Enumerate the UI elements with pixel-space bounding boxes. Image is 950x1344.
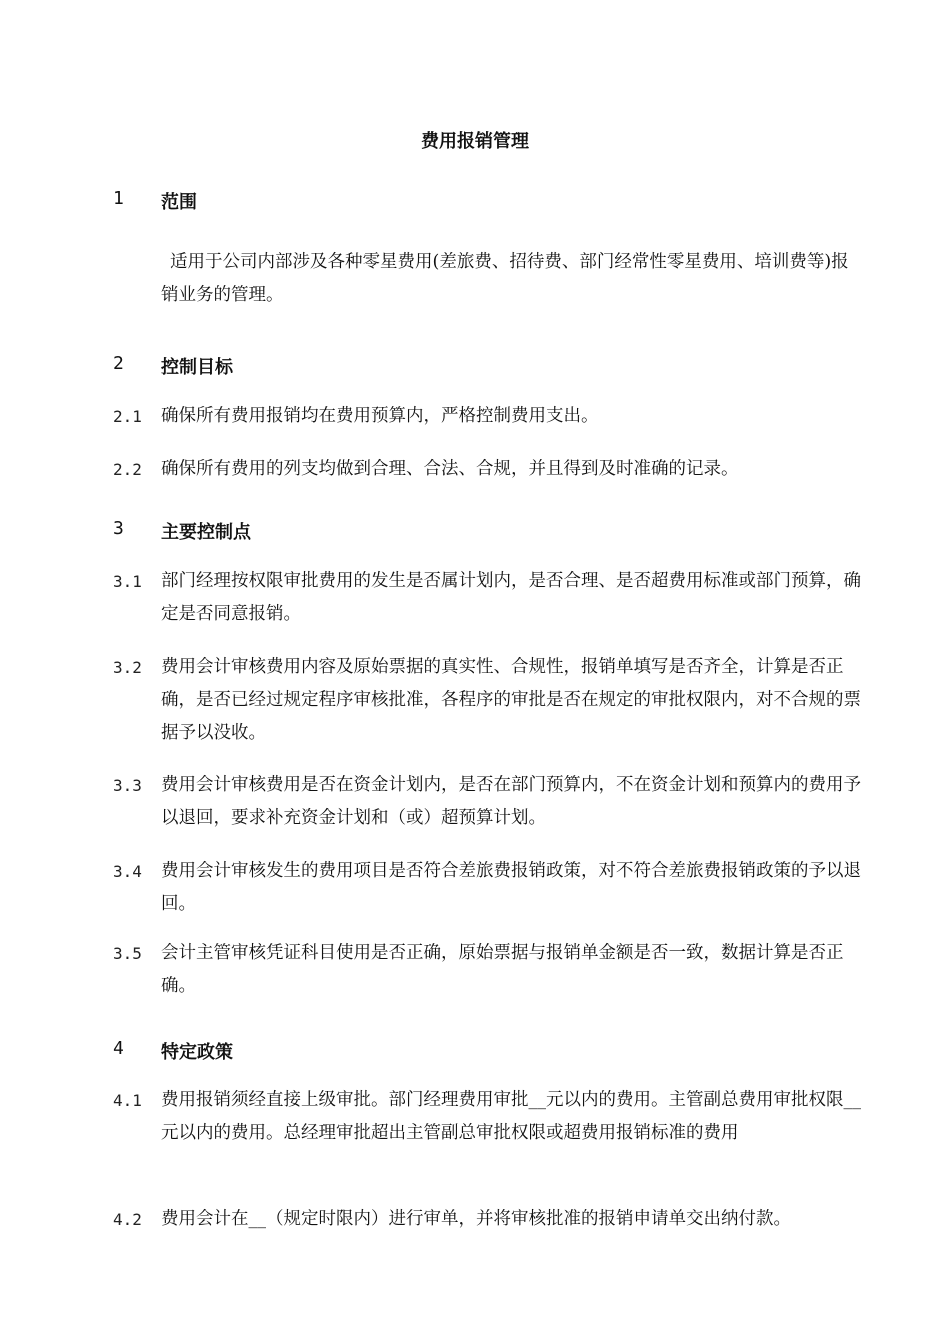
clause-number: 4.1 — [113, 1091, 142, 1110]
clause-text: 会计主管审核凭证科目使用是否正确，原始票据与报销单金额是否一致，数据计算是否正确。 — [161, 943, 844, 996]
clause-text: 确保所有费用的列支均做到合理、合法、合规，并且得到及时准确的记录。 — [161, 459, 739, 479]
clause-text: 部门经理按权限审批费用的发生是否属计划内，是否合理、是否超费用标准或部门预算，确定是否同意报销。 — [161, 571, 861, 624]
clause-text: 费用会计审核费用是否在资金计划内，是否在部门预算内，不在资金计划和预算内的费用予以退回，要求补充资金计划和（或）超预算计划。 — [161, 775, 861, 828]
clause-number: 2.2 — [113, 460, 142, 479]
section-title: 主要控制点 — [161, 522, 251, 543]
section-title: 范围 — [161, 192, 197, 213]
section-title: 控制目标 — [161, 357, 233, 378]
clause-text: 费用会计在__（规定时限内）进行审单，并将审核批准的报销申请单交出纳付款。 — [161, 1209, 791, 1229]
clause-number: 3.1 — [113, 572, 142, 591]
section-1-text: 适用于公司内部涉及各种零星费用(差旅费、招待费、部门经常性零星费用、培训费等)报销业务的管理。 — [161, 252, 849, 305]
clause-number: 4.2 — [113, 1210, 142, 1229]
clause-number: 3.3 — [113, 776, 142, 795]
clause-number: 2.1 — [113, 407, 142, 426]
section-2-heading — [0, 353, 950, 381]
section-number: 2 — [113, 353, 124, 374]
clause-text: 费用会计审核费用内容及原始票据的真实性、合规性，报销单填写是否齐全，计算是否正确，是否已经过规定程序审核批准，各程序的审批是否在规定的审批权限内，对不合规的票据予以没收。 — [161, 657, 861, 743]
section-number: 3 — [113, 518, 124, 539]
clause-number: 3.4 — [113, 862, 142, 881]
clause-number: 3.2 — [113, 658, 142, 677]
section-number: 1 — [113, 188, 124, 209]
section-title: 特定政策 — [161, 1042, 233, 1063]
document-title: 费用报销管理 — [421, 131, 529, 152]
clause-text: 费用会计审核发生的费用项目是否符合差旅费报销政策，对不符合差旅费报销政策的予以退回。 — [161, 861, 861, 914]
section-4-heading — [0, 1038, 950, 1066]
clause-number: 3.5 — [113, 944, 142, 963]
section-number: 4 — [113, 1038, 124, 1059]
clause-text: 确保所有费用报销均在费用预算内，严格控制费用支出。 — [161, 406, 599, 426]
clause-text: 费用报销须经直接上级审批。部门经理费用审批__元以内的费用。主管副总费用审批权限__元以内的费用。总经理审批超出主管副总审批权限或超费用报销标准的费用 — [161, 1090, 861, 1143]
section-1-heading — [0, 188, 950, 216]
section-3-heading — [0, 518, 950, 546]
